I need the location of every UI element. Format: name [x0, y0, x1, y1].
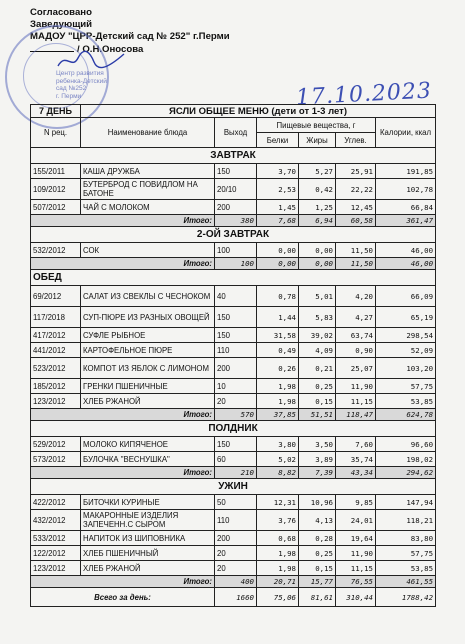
header-fat: Жиры — [299, 133, 336, 148]
approval-position: Заведующий — [30, 19, 93, 31]
total-output: 570 — [215, 409, 257, 421]
dish-name: БУТЕРБРОД С ПОВИДЛОМ НА БАТОНЕ — [81, 179, 215, 200]
table-row — [31, 343, 436, 358]
dish-name: МАКАРОННЫЕ ИЗДЕЛИЯ ЗАПЕЧЕНН.С СЫРОМ — [81, 510, 215, 531]
carbs-value: 25,07 — [336, 358, 376, 379]
protein-value: 1,98 — [257, 561, 299, 576]
dish-name: БИТОЧКИ КУРИНЫЕ — [81, 495, 215, 510]
carbs-value: 11,90 — [336, 546, 376, 561]
grand-total-output: 1660 — [215, 588, 257, 607]
calories-value: 298,54 — [376, 328, 436, 343]
header-carbs: Углев. — [336, 133, 376, 148]
dish-name: СОК — [81, 243, 215, 258]
recipe-number: 573/2012 — [31, 452, 81, 467]
total-calories: 46,00 — [376, 258, 436, 270]
calories-value: 102,78 — [376, 179, 436, 200]
dish-output: 20 — [215, 546, 257, 561]
dish-output: 150 — [215, 164, 257, 179]
calories-value: 96,60 — [376, 437, 436, 452]
fat-value: 3,50 — [299, 437, 336, 452]
carbs-value: 4,20 — [336, 286, 376, 307]
carbs-value: 11,15 — [336, 394, 376, 409]
dish-output: 50 — [215, 495, 257, 510]
dish-name: СУФЛЕ РЫБНОЕ — [81, 328, 215, 343]
meal-section-header — [31, 479, 436, 495]
table-row — [31, 510, 436, 531]
dish-name: КОМПОТ ИЗ ЯБЛОК С ЛИМОНОМ — [81, 358, 215, 379]
table-row — [31, 286, 436, 307]
fat-value: 0,15 — [299, 394, 336, 409]
total-protein: 7,68 — [257, 215, 299, 227]
protein-value: 1,44 — [257, 307, 299, 328]
total-protein: 37,85 — [257, 409, 299, 421]
recipe-number: 432/2012 — [31, 510, 81, 531]
dish-output: 150 — [215, 437, 257, 452]
total-protein: 8,82 — [257, 467, 299, 479]
total-calories: 461,55 — [376, 576, 436, 588]
meal-total-row — [31, 258, 436, 270]
carbs-value: 24,01 — [336, 510, 376, 531]
calories-value: 65,19 — [376, 307, 436, 328]
recipe-number: 109/2012 — [31, 179, 81, 200]
protein-value: 0,78 — [257, 286, 299, 307]
dish-output: 150 — [215, 307, 257, 328]
total-carbs: 43,34 — [336, 467, 376, 479]
total-label: Итого: — [31, 215, 215, 227]
dish-output: 40 — [215, 286, 257, 307]
fat-value: 10,96 — [299, 495, 336, 510]
fat-value: 0,25 — [299, 379, 336, 394]
dish-name: МОЛОКО КИПЯЧЕНОЕ — [81, 437, 215, 452]
stamp-text-line: Центр развития — [56, 70, 104, 77]
total-calories: 624,78 — [376, 409, 436, 421]
recipe-number: 441/2012 — [31, 343, 81, 358]
protein-value: 12,31 — [257, 495, 299, 510]
table-row — [31, 179, 436, 200]
stamp-text-line: г. Перми — [56, 92, 82, 100]
total-label: Итого: — [31, 409, 215, 421]
stamp-text-line: ребенка-Детский — [56, 77, 107, 85]
total-carbs: 76,55 — [336, 576, 376, 588]
table-row — [31, 546, 436, 561]
grand-total-protein: 75,06 — [257, 588, 299, 607]
recipe-number: 532/2012 — [31, 243, 81, 258]
dish-output: 20 — [215, 561, 257, 576]
table-row — [31, 452, 436, 467]
header-dish-name: Наименование блюда — [81, 118, 215, 148]
table-row — [31, 328, 436, 343]
carbs-value: 11,15 — [336, 561, 376, 576]
recipe-number: 533/2012 — [31, 531, 81, 546]
carbs-value: 11,90 — [336, 379, 376, 394]
calories-value: 83,80 — [376, 531, 436, 546]
total-output: 210 — [215, 467, 257, 479]
dish-name: КАША ДРУЖБА — [81, 164, 215, 179]
total-carbs: 11,50 — [336, 258, 376, 270]
handwritten-signature — [56, 48, 126, 72]
dish-name: НАПИТОК ИЗ ШИПОВНИКА — [81, 531, 215, 546]
dish-output: 110 — [215, 343, 257, 358]
dish-output: 60 — [215, 452, 257, 467]
calories-value: 53,85 — [376, 561, 436, 576]
carbs-value: 11,50 — [336, 243, 376, 258]
calories-value: 53,85 — [376, 394, 436, 409]
dish-name: КАРТОФЕЛЬНОЕ ПЮРЕ — [81, 343, 215, 358]
calories-value: 52,09 — [376, 343, 436, 358]
carbs-value: 0,90 — [336, 343, 376, 358]
calories-value: 147,94 — [376, 495, 436, 510]
total-protein: 0,00 — [257, 258, 299, 270]
recipe-number: 155/2011 — [31, 164, 81, 179]
recipe-number: 507/2012 — [31, 200, 81, 215]
table-row — [31, 561, 436, 576]
total-fat: 15,77 — [299, 576, 336, 588]
calories-value: 57,75 — [376, 546, 436, 561]
carbs-value: 12,45 — [336, 200, 376, 215]
table-row — [31, 394, 436, 409]
total-carbs: 60,58 — [336, 215, 376, 227]
fat-value: 5,83 — [299, 307, 336, 328]
carbs-value: 63,74 — [336, 328, 376, 343]
dish-name: ХЛЕБ РЖАНОЙ — [81, 394, 215, 409]
header-recipe: N рец. — [31, 118, 81, 148]
fat-value: 0,15 — [299, 561, 336, 576]
grand-total-carbs: 310,44 — [336, 588, 376, 607]
dish-name: ХЛЕБ РЖАНОЙ — [81, 561, 215, 576]
carbs-value: 9,85 — [336, 495, 376, 510]
fat-value: 0,25 — [299, 546, 336, 561]
recipe-number: 69/2012 — [31, 286, 81, 307]
dish-name: САЛАТ ИЗ СВЕКЛЫ С ЧЕСНОКОМ — [81, 286, 215, 307]
calories-value: 46,00 — [376, 243, 436, 258]
recipe-number: 529/2012 — [31, 437, 81, 452]
meal-total-row — [31, 576, 436, 588]
fat-value: 5,27 — [299, 164, 336, 179]
recipe-number: 123/2012 — [31, 561, 81, 576]
approval-organization: МАДОУ "ЦРР-Детский сад № 252" г.Перми — [30, 31, 230, 43]
protein-value: 1,98 — [257, 379, 299, 394]
total-output: 100 — [215, 258, 257, 270]
total-fat: 6,94 — [299, 215, 336, 227]
protein-value: 0,49 — [257, 343, 299, 358]
table-row — [31, 495, 436, 510]
dish-output: 200 — [215, 200, 257, 215]
fat-value: 0,00 — [299, 243, 336, 258]
signatory-name: / О.Н.Оносова — [77, 43, 144, 55]
calories-value: 66,84 — [376, 200, 436, 215]
table-row — [31, 200, 436, 215]
recipe-number: 123/2012 — [31, 394, 81, 409]
menu-table — [30, 104, 436, 607]
total-fat: 7,39 — [299, 467, 336, 479]
total-label: Итого: — [31, 576, 215, 588]
dish-name: ГРЕНКИ ПШЕНИЧНЫЕ — [81, 379, 215, 394]
protein-value: 0,68 — [257, 531, 299, 546]
table-row — [31, 358, 436, 379]
recipe-number: 117/2018 — [31, 307, 81, 328]
dish-name: СУП-ПЮРЕ ИЗ РАЗНЫХ ОВОЩЕЙ — [81, 307, 215, 328]
meal-total-row — [31, 409, 436, 421]
protein-value: 3,80 — [257, 437, 299, 452]
header-nutrients: Пищевые вещества, г — [257, 118, 376, 133]
grand-total-row — [31, 588, 436, 607]
total-calories: 361,47 — [376, 215, 436, 227]
meal-name: ПОЛДНИК — [31, 421, 436, 437]
meal-section-header — [31, 227, 436, 243]
carbs-value: 4,27 — [336, 307, 376, 328]
meal-total-row — [31, 215, 436, 227]
stamp-text — [56, 70, 107, 100]
calories-value: 57,75 — [376, 379, 436, 394]
menu-title: ЯСЛИ ОБЩЕЕ МЕНЮ (дети от 1-3 лет) — [81, 105, 436, 118]
protein-value: 2,53 — [257, 179, 299, 200]
calories-value: 198,02 — [376, 452, 436, 467]
protein-value: 1,98 — [257, 546, 299, 561]
dish-name: ЧАЙ С МОЛОКОМ — [81, 200, 215, 215]
meal-total-row — [31, 467, 436, 479]
protein-value: 0,00 — [257, 243, 299, 258]
calories-value: 103,20 — [376, 358, 436, 379]
dish-output: 10 — [215, 379, 257, 394]
carbs-value: 25,91 — [336, 164, 376, 179]
fat-value: 0,21 — [299, 358, 336, 379]
protein-value: 3,76 — [257, 510, 299, 531]
carbs-value: 35,74 — [336, 452, 376, 467]
grand-total-label: Всего за день: — [31, 588, 215, 607]
dish-output: 20/10 — [215, 179, 257, 200]
dish-output: 150 — [215, 328, 257, 343]
calories-value: 66,09 — [376, 286, 436, 307]
table-row — [31, 307, 436, 328]
table-row — [31, 164, 436, 179]
grand-total-fat: 81,61 — [299, 588, 336, 607]
fat-value: 3,89 — [299, 452, 336, 467]
dish-output: 100 — [215, 243, 257, 258]
recipe-number: 422/2012 — [31, 495, 81, 510]
carbs-value: 7,60 — [336, 437, 376, 452]
dish-name: ХЛЕБ ПШЕНИЧНЫЙ — [81, 546, 215, 561]
total-fat: 0,00 — [299, 258, 336, 270]
meal-name: ЗАВТРАК — [31, 148, 436, 164]
fat-value: 4,13 — [299, 510, 336, 531]
dish-output: 110 — [215, 510, 257, 531]
recipe-number: 523/2012 — [31, 358, 81, 379]
protein-value: 31,58 — [257, 328, 299, 343]
meal-section-header — [31, 270, 436, 286]
total-protein: 20,71 — [257, 576, 299, 588]
dish-name: БУЛОЧКА "ВЕСНУШКА" — [81, 452, 215, 467]
protein-value: 1,45 — [257, 200, 299, 215]
recipe-number: 122/2012 — [31, 546, 81, 561]
day-label: 7 ДЕНЬ — [31, 105, 81, 118]
calories-value: 118,21 — [376, 510, 436, 531]
total-carbs: 118,47 — [336, 409, 376, 421]
fat-value: 0,28 — [299, 531, 336, 546]
total-label: Итого: — [31, 258, 215, 270]
menu-body — [31, 148, 436, 607]
grand-total-calories: 1788,42 — [376, 588, 436, 607]
header-protein: Белки — [257, 133, 299, 148]
stamp-text-line: сад №252 — [56, 85, 87, 92]
meal-section-header — [31, 148, 436, 164]
meal-name: ОБЕД — [31, 270, 436, 286]
table-row — [31, 379, 436, 394]
calories-value: 191,85 — [376, 164, 436, 179]
header-output: Выход — [215, 118, 257, 148]
total-fat: 51,51 — [299, 409, 336, 421]
meal-name: УЖИН — [31, 479, 436, 495]
protein-value: 0,26 — [257, 358, 299, 379]
dish-output: 200 — [215, 531, 257, 546]
meal-section-header — [31, 421, 436, 437]
handwritten-date: 17.10.2023 — [295, 78, 433, 111]
protein-value: 5,02 — [257, 452, 299, 467]
total-calories: 294,62 — [376, 467, 436, 479]
carbs-value: 19,64 — [336, 531, 376, 546]
protein-value: 1,98 — [257, 394, 299, 409]
total-output: 380 — [215, 215, 257, 227]
fat-value: 0,42 — [299, 179, 336, 200]
dish-output: 20 — [215, 394, 257, 409]
meal-name: 2-ОЙ ЗАВТРАК — [31, 227, 436, 243]
header-calories: Калории, ккал — [376, 118, 436, 148]
fat-value: 1,25 — [299, 200, 336, 215]
total-output: 400 — [215, 576, 257, 588]
dish-output: 200 — [215, 358, 257, 379]
carbs-value: 22,22 — [336, 179, 376, 200]
approval-line: Согласовано — [30, 7, 92, 18]
recipe-number: 185/2012 — [31, 379, 81, 394]
fat-value: 5,01 — [299, 286, 336, 307]
table-row — [31, 243, 436, 258]
table-row — [31, 437, 436, 452]
recipe-number: 417/2012 — [31, 328, 81, 343]
fat-value: 4,09 — [299, 343, 336, 358]
table-row — [31, 531, 436, 546]
total-label: Итого: — [31, 467, 215, 479]
protein-value: 3,70 — [257, 164, 299, 179]
fat-value: 39,02 — [299, 328, 336, 343]
